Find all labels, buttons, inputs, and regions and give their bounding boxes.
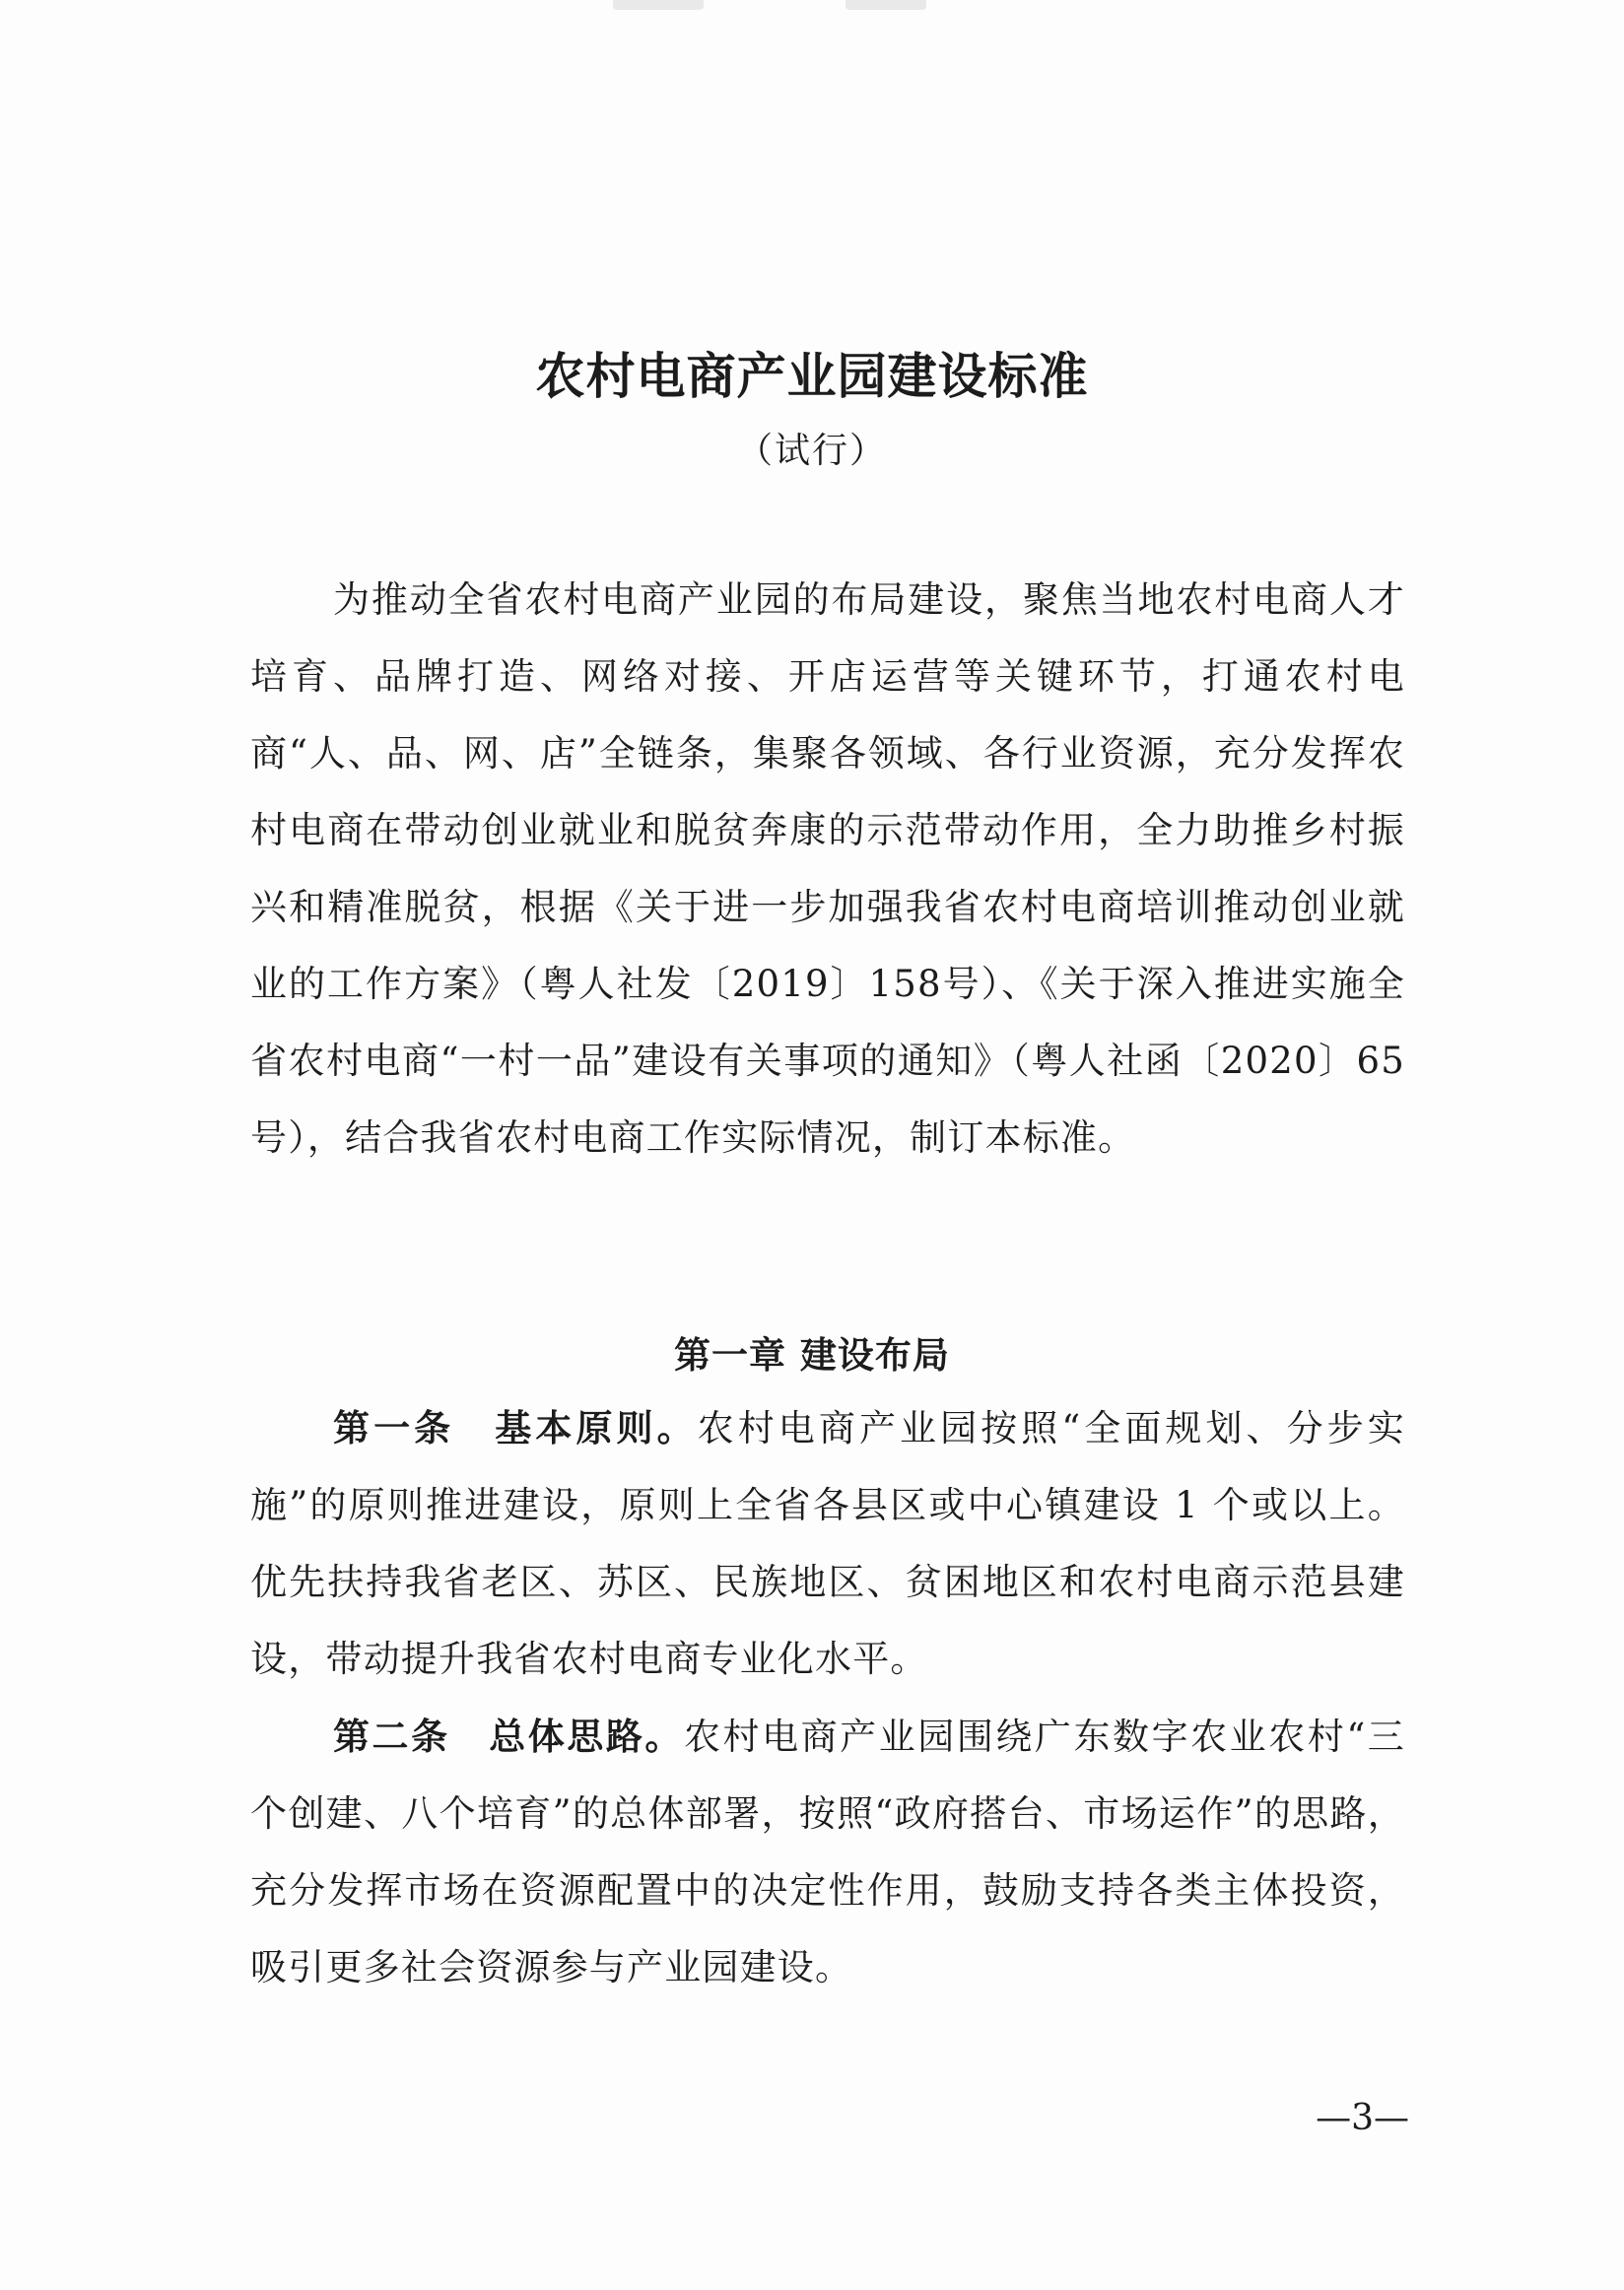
article-2-gap [450,1716,488,1758]
article-1-text: 农村电商产业园按照“全面规划、分步实施”的原则推进建设，原则上全省各县区或中心镇建设 1 个或以上。优先扶持我省老区、苏区、民族地区、贫困地区和农村电商示范县建设，带动提升我省农村电商专业化水平。 [250,1407,1405,1680]
article-1 [250,1389,1405,1698]
article-2-number: 第二条 [333,1715,450,1758]
article-2 [250,1698,1405,2006]
article-1-gap [454,1407,492,1449]
intro-paragraph: 为推动全省农村电商产业园的布局建设，聚焦当地农村电商人才培育、品牌打造、网络对接、开店运营等关键环节，打通农村电商“人、品、网、店”全链条，集聚各领域、各行业资源，充分发挥农村电商在带动创业就业和脱贫奔康的示范带动作用，全力助推乡村振兴和精准脱贫，根据《关于进一步加强我省农村电商培训推动创业就业的工作方案》（粤人社发〔2019〕158号）、《关于深入推进实施全省农村电商“一村一品”建设有关事项的通知》（粤人社函〔2020〕65号），结合我省农村电商工作实际情况，制订本标准。 [250,578,1405,1159]
document-title: 农村电商产业园建设标准 [535,347,1089,405]
scan-artifact [613,0,704,10]
intro-section [250,562,1405,1177]
article-2-text: 农村电商产业园围绕广东数字农业农村“三个创建、八个培育”的总体部署，按照“政府搭台、市场运作”的思路，充分发挥市场在资源配置中的决定性作用，鼓励支持各类主体投资，吸引更多社会资源参与产业园建设。 [250,1716,1405,1988]
page-number: —3— [1316,2098,1409,2138]
article-2-topic: 总体思路。 [487,1715,684,1758]
document-subtitle: （试行） [736,431,887,471]
article-1-topic: 基本原则。 [492,1406,698,1449]
article-1-number: 第一条 [333,1406,455,1449]
scan-artifact [846,0,926,10]
articles-section [250,1389,1405,2006]
chapter-heading: 第一章 建设布局 [674,1333,950,1377]
